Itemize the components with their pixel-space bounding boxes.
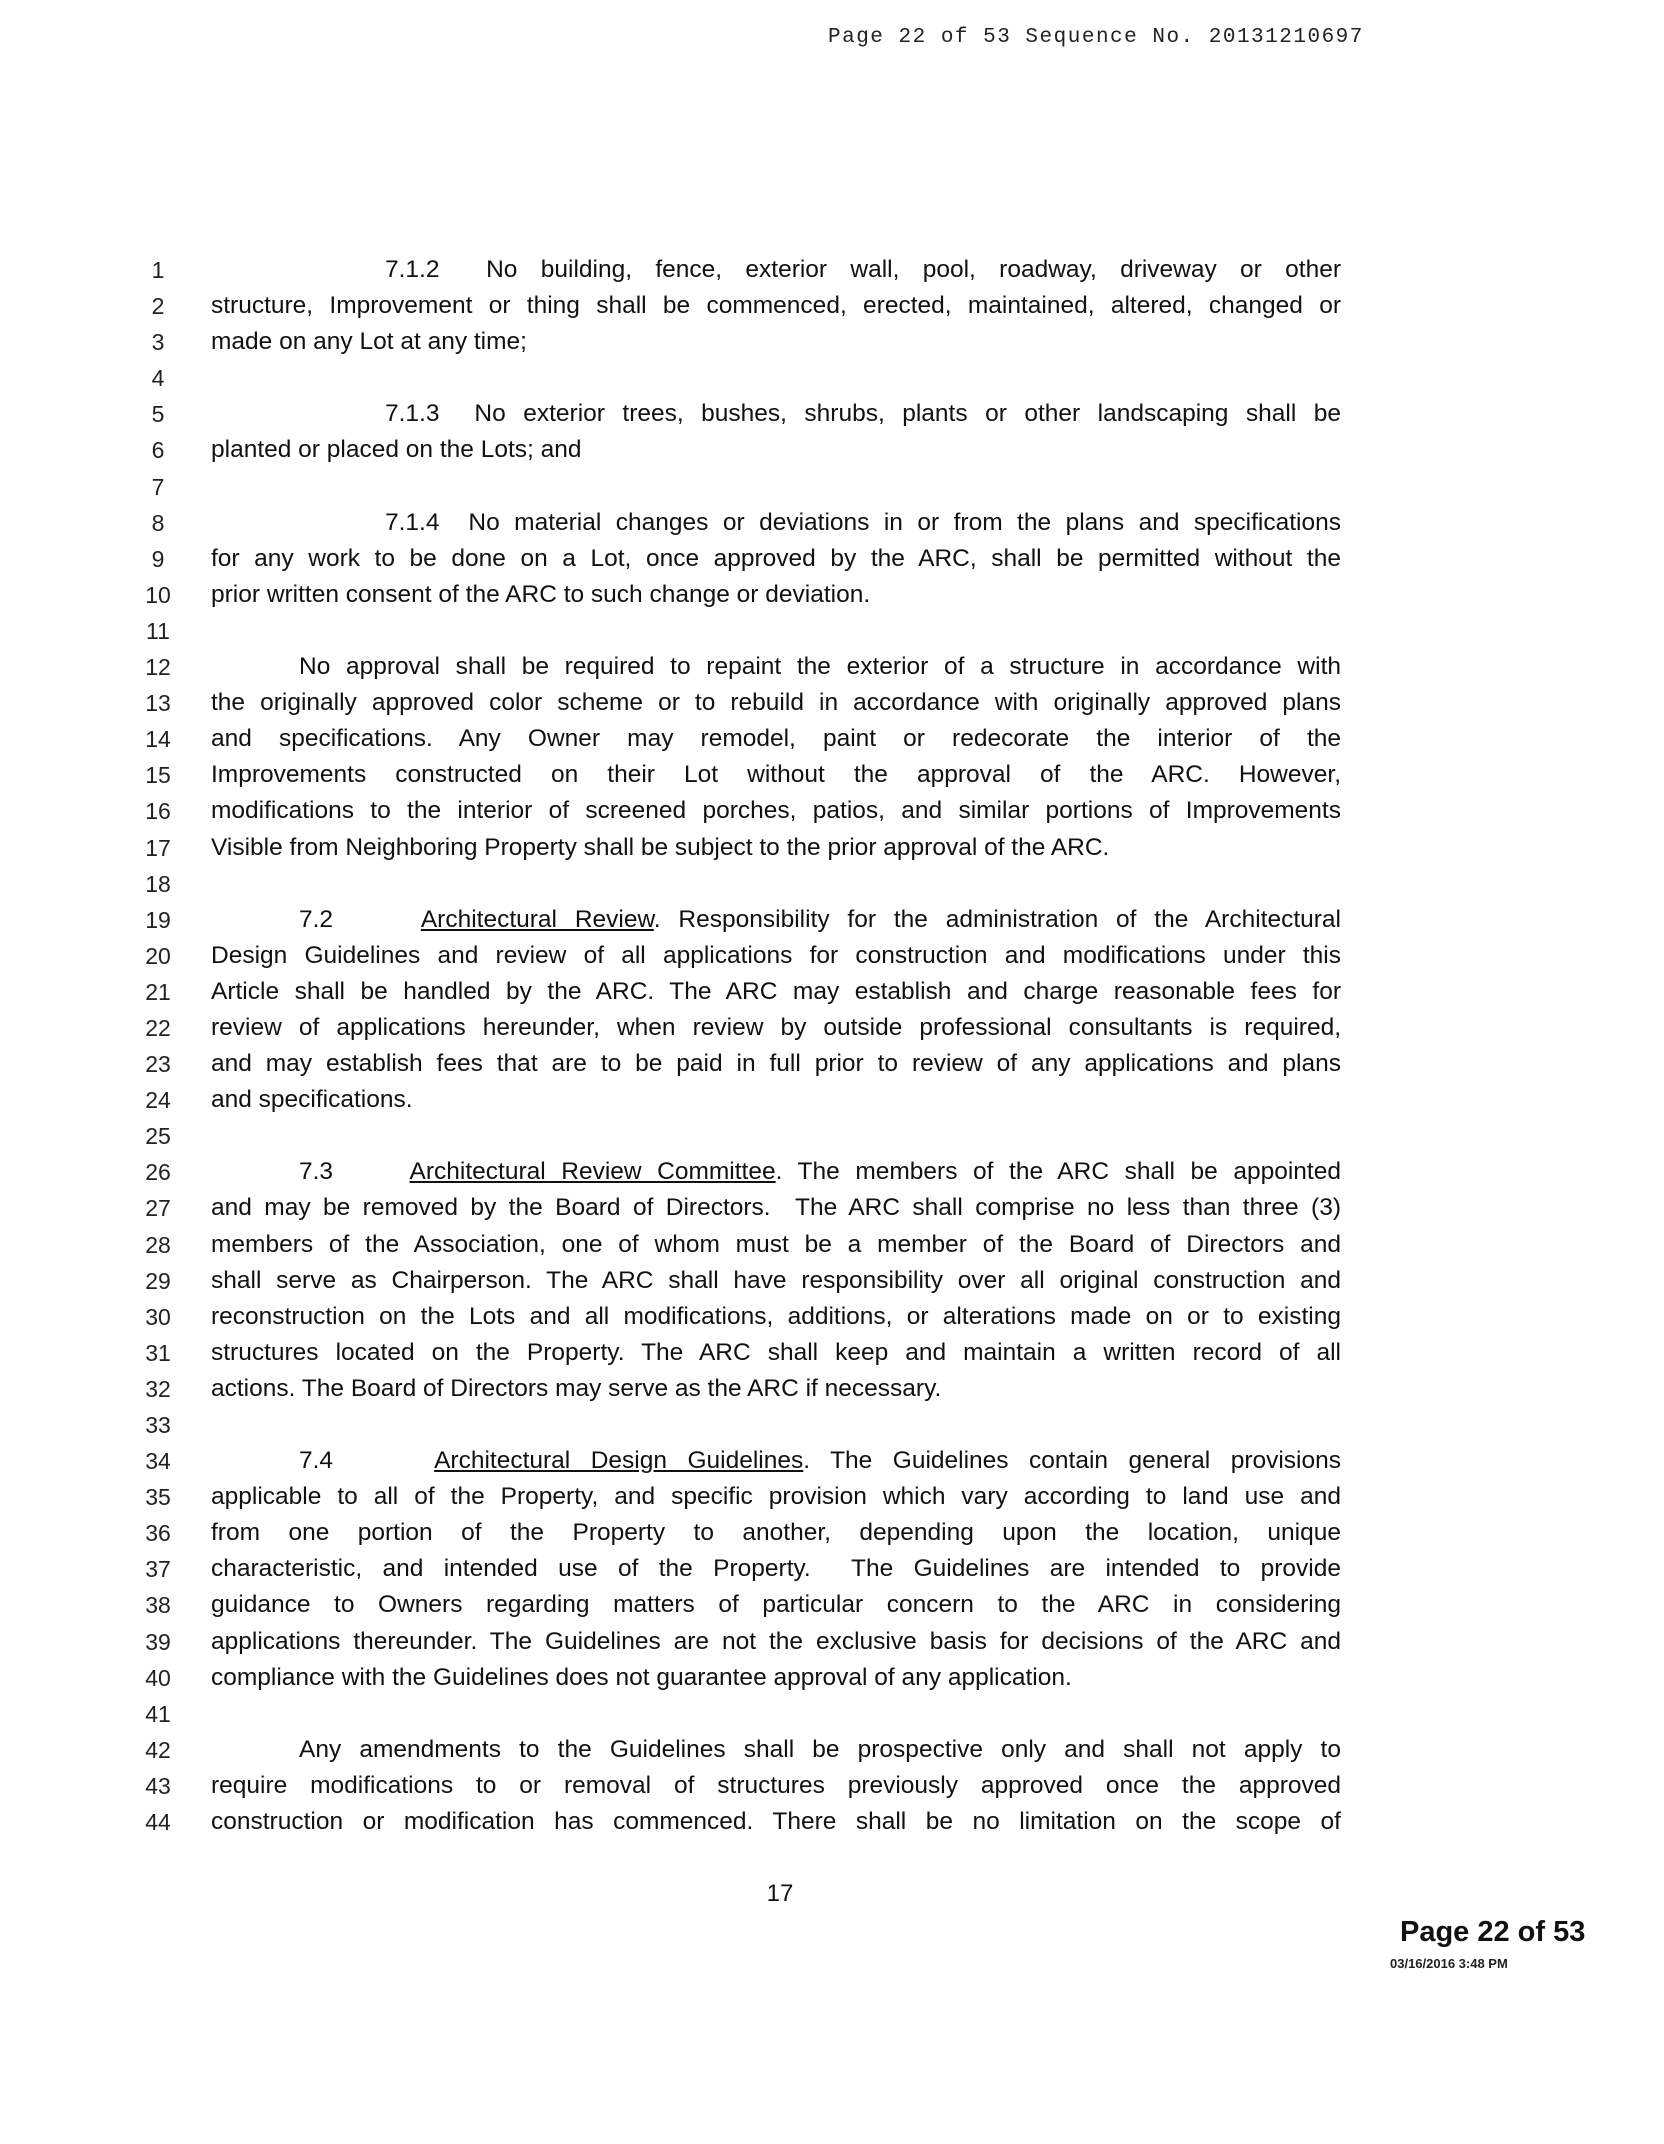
line-text	[211, 288, 1341, 324]
document-line	[0, 1190, 1664, 1226]
document-line	[0, 1154, 1664, 1190]
line-text-segment: 7.2	[299, 905, 421, 933]
line-text	[211, 1010, 1341, 1046]
line-text	[211, 577, 1341, 613]
line-number: 25	[145, 1123, 171, 1150]
line-number: 34	[145, 1448, 171, 1475]
line-number: 8	[151, 509, 165, 536]
page-stamp: Page 22 of 53	[1400, 1916, 1586, 1948]
line-number: 23	[145, 1051, 171, 1078]
line-text-segment: members of the Association, one of whom must be a member of the Board of Directors and	[211, 1230, 1341, 1258]
line-text-segment: applications thereunder. The Guidelines are not the exclusive basis for decisions of the ARC and	[211, 1627, 1341, 1655]
line-text-segment: actions. The Board of Directors may serve as the ARC if necessary.	[211, 1374, 942, 1402]
document-line	[0, 866, 1664, 902]
line-text-segment: the originally approved color scheme or to rebuild in accordance with originally approved plans	[211, 689, 1341, 717]
line-text-segment: Visible from Neighboring Property shall be subject to the prior approval of the ARC.	[211, 833, 1110, 861]
line-text	[211, 793, 1341, 829]
document-line	[0, 902, 1664, 938]
line-number: 26	[145, 1159, 171, 1186]
line-text	[211, 432, 1341, 468]
document-line	[0, 1804, 1664, 1840]
line-text-segment: and may establish fees that are to be paid in full prior to review of any applications and plans	[211, 1050, 1341, 1078]
line-number: 5	[151, 401, 165, 428]
document-line	[0, 1696, 1664, 1732]
line-text-segment: prior written consent of the ARC to such change or deviation.	[211, 580, 871, 608]
document-line	[0, 1479, 1664, 1515]
document-line	[0, 1299, 1664, 1335]
line-text	[211, 1227, 1341, 1263]
line-text-segment: review of applications hereunder, when review by outside professional consultants is required,	[211, 1013, 1341, 1041]
line-text	[211, 541, 1341, 577]
document-line	[0, 324, 1664, 360]
line-text	[211, 1515, 1341, 1551]
document-line	[0, 396, 1664, 432]
line-text	[211, 1046, 1341, 1082]
line-text	[211, 649, 1341, 685]
line-text-segment: 7.4	[299, 1447, 435, 1475]
line-text	[211, 902, 1341, 938]
document-line	[0, 1551, 1664, 1587]
line-number: 3	[151, 329, 165, 356]
line-text-segment: 7.1.4 No material changes or deviations in or from the plans and specifications	[385, 508, 1341, 536]
document-line	[0, 1407, 1664, 1443]
document-line	[0, 649, 1664, 685]
line-text-segment: Improvements constructed on their Lot without the approval of the ARC. However,	[211, 761, 1341, 789]
line-number: 17	[145, 834, 171, 861]
document-line	[0, 432, 1664, 468]
line-text	[211, 1371, 1341, 1407]
document-line	[0, 252, 1664, 288]
line-number: 39	[145, 1628, 171, 1655]
line-text-segment: and may be removed by the Board of Directors. The ARC shall comprise no less than three (3)	[211, 1194, 1341, 1222]
line-text	[211, 830, 1341, 866]
line-text-segment: compliance with the Guidelines does not guarantee approval of any application.	[211, 1663, 1072, 1691]
line-number: 35	[145, 1484, 171, 1511]
line-text	[211, 1263, 1341, 1299]
line-text	[211, 1551, 1341, 1587]
line-number: 18	[145, 870, 171, 897]
line-text-segment: require modifications to or removal of structures previously approved once the approved	[211, 1771, 1341, 1799]
line-text-segment: reconstruction on the Lots and all modifications, additions, or alterations made on or to existing	[211, 1302, 1341, 1330]
line-number: 40	[145, 1664, 171, 1691]
line-text-segment: shall serve as Chairperson. The ARC shall have responsibility over all original construction and	[211, 1266, 1341, 1294]
line-text-segment: 7.1.3 No exterior trees, bushes, shrubs, plants or other landscaping shall be	[385, 400, 1341, 428]
line-text	[211, 505, 1341, 541]
line-number: 9	[151, 545, 165, 572]
line-text-segment: structure, Improvement or thing shall be commenced, erected, maintained, altered, changed or	[211, 292, 1341, 320]
line-text	[211, 1768, 1341, 1804]
line-text-segment: construction or modification has commenced. There shall be no limitation on the scope of	[211, 1808, 1341, 1836]
line-number: 30	[145, 1303, 171, 1330]
document-line	[0, 1660, 1664, 1696]
document-line	[0, 1046, 1664, 1082]
document-line	[0, 469, 1664, 505]
line-number: 24	[145, 1087, 171, 1114]
line-text-segment: for any work to be done on a Lot, once approved by the ARC, shall be permitted without the	[211, 544, 1341, 572]
line-number: 32	[145, 1375, 171, 1402]
line-text	[211, 1443, 1341, 1479]
line-text	[211, 685, 1341, 721]
line-text-segment: from one portion of the Property to another, depending upon the location, unique	[211, 1519, 1341, 1547]
line-number: 27	[145, 1195, 171, 1222]
document-line	[0, 541, 1664, 577]
document-line	[0, 1515, 1664, 1551]
document-line	[0, 938, 1664, 974]
line-text-segment: Design Guidelines and review of all applications for construction and modifications under this	[211, 941, 1341, 969]
line-text-segment: structures located on the Property. The ARC shall keep and maintain a written record of all	[211, 1338, 1341, 1366]
line-text	[211, 252, 1341, 288]
line-number: 42	[145, 1736, 171, 1763]
document-line	[0, 757, 1664, 793]
document-line	[0, 288, 1664, 324]
line-text-segment: No approval shall be required to repaint the exterior of a structure in accordance with	[299, 653, 1341, 681]
document-line	[0, 685, 1664, 721]
document-line	[0, 1768, 1664, 1804]
line-text-segment: guidance to Owners regarding matters of particular concern to the ARC in considering	[211, 1591, 1341, 1619]
line-number: 13	[145, 690, 171, 717]
line-number: 41	[145, 1700, 171, 1727]
line-number: 33	[145, 1412, 171, 1438]
line-number: 37	[145, 1556, 171, 1583]
line-number: 31	[145, 1339, 171, 1366]
line-text	[211, 396, 1341, 432]
line-number: 1	[151, 257, 165, 283]
document-line	[0, 577, 1664, 613]
line-text-segment: planted or placed on the Lots; and	[211, 436, 582, 464]
line-number: 16	[145, 798, 171, 825]
line-number: 6	[151, 437, 165, 464]
line-number: 19	[145, 906, 171, 933]
line-number: 38	[145, 1592, 171, 1619]
line-text-segment: 7.3	[299, 1158, 410, 1186]
line-text	[211, 1082, 1341, 1118]
line-number: 22	[145, 1014, 171, 1041]
line-text-segment: Article shall be handled by the ARC. The ARC may establish and charge reasonable fees for	[211, 977, 1341, 1005]
line-text-segment: characteristic, and intended use of the Property. The Guidelines are intended to provide	[211, 1555, 1341, 1583]
document-line	[0, 1624, 1664, 1660]
sequence-header: Page 22 of 53 Sequence No. 20131210697	[828, 26, 1364, 49]
line-text-segment: . The members of the ARC shall be appointed	[775, 1158, 1341, 1186]
document-line	[0, 1010, 1664, 1046]
document-line	[0, 793, 1664, 829]
line-text-segment: . Responsibility for the administration of the Architectural	[653, 905, 1341, 933]
document-line	[0, 1118, 1664, 1154]
line-text-segment: Any amendments to the Guidelines shall be prospective only and shall not apply to	[299, 1735, 1341, 1763]
document-line	[0, 360, 1664, 396]
line-text	[211, 938, 1341, 974]
line-number: 4	[151, 365, 165, 392]
line-text	[211, 1660, 1341, 1696]
line-number: 36	[145, 1520, 171, 1547]
section-heading: Architectural Review	[420, 905, 654, 933]
line-text-segment: and specifications. Any Owner may remodel, paint or redecorate the interior of the	[211, 725, 1341, 753]
line-text	[211, 1479, 1341, 1515]
line-text	[211, 974, 1341, 1010]
document-body	[0, 252, 1664, 1840]
line-number: 12	[145, 654, 171, 681]
line-text-segment: and specifications.	[211, 1086, 413, 1114]
line-text	[211, 1732, 1341, 1768]
section-heading: Architectural Design Guidelines	[434, 1447, 804, 1475]
document-line	[0, 830, 1664, 866]
line-number: 2	[151, 293, 165, 320]
line-text	[211, 324, 1341, 360]
line-text	[211, 1587, 1341, 1623]
line-text	[211, 1624, 1341, 1660]
stamp-datetime: 03/16/2016 3:48 PM	[1390, 1956, 1508, 1971]
line-text-segment: 7.1.2 No building, fence, exterior wall, pool, roadway, driveway or other	[385, 256, 1341, 283]
line-number: 43	[145, 1772, 171, 1799]
document-line	[0, 1732, 1664, 1768]
document-line	[0, 1587, 1664, 1623]
line-text	[211, 1190, 1341, 1226]
line-text	[211, 721, 1341, 757]
line-number: 10	[145, 581, 171, 608]
line-number: 44	[145, 1809, 171, 1836]
line-text-segment: applicable to all of the Property, and specific provision which vary according to land use and	[211, 1483, 1341, 1511]
line-text-segment: modifications to the interior of screened porches, patios, and similar portions of Improvements	[211, 797, 1341, 825]
document-line	[0, 1227, 1664, 1263]
line-number: 15	[145, 762, 171, 789]
line-number: 28	[145, 1231, 171, 1258]
line-text	[211, 1154, 1341, 1190]
line-number: 7	[151, 473, 165, 500]
page-number: 17	[766, 1880, 794, 1907]
document-line	[0, 974, 1664, 1010]
line-text	[211, 1804, 1341, 1840]
line-number: 21	[145, 978, 171, 1005]
line-text-segment: made on any Lot at any time;	[211, 328, 527, 356]
line-number: 11	[146, 617, 170, 644]
document-line	[0, 1443, 1664, 1479]
document-line	[0, 1082, 1664, 1118]
section-heading: Architectural Review Committee	[409, 1158, 776, 1186]
document-line	[0, 613, 1664, 649]
line-number: 14	[145, 726, 171, 753]
document-line	[0, 1371, 1664, 1407]
line-text	[211, 1335, 1341, 1371]
line-text-segment: . The Guidelines contain general provisions	[803, 1447, 1341, 1475]
line-text	[211, 757, 1341, 793]
line-number: 29	[145, 1267, 171, 1294]
document-line	[0, 505, 1664, 541]
line-text	[211, 1299, 1341, 1335]
document-line	[0, 1335, 1664, 1371]
document-line	[0, 721, 1664, 757]
document-line	[0, 1263, 1664, 1299]
line-number: 20	[145, 942, 171, 969]
